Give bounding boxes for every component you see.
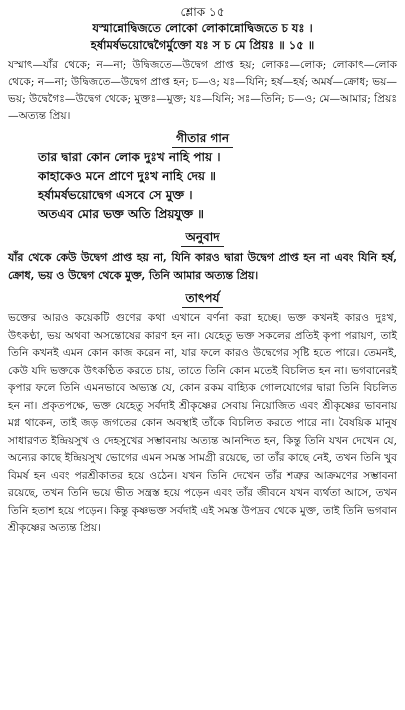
purport-text: ভক্তের আরও কয়েকটি গুণের কথা এখানে বর্ণনা করা হচ্ছে। ভক্ত কখনই কারও দুঃখ, উৎকণ্ঠা, ভয় অথবা অসন্তোষের কারণ হন না। যেহেতু ভক্ত সকলের প্রতিই কৃপা পরায়ণ, তাই তিনি কখনই এমন কোন কাজ করেন না, যার ফলে কারও উদ্বেগের সৃষ্টি হতে পারে। তেমনই, কেউ যদি ভক্তকে উৎকণ্ঠিত করতে চায়, তাতে তিনি কোন মতেই বিচলিত হন না। ভগবানেরই কৃপার ফলে তিনি এমনভাবে অভ্যস্ত যে, কোন রকম বাহ্যিক গোলযোগের দ্বারা তিনি বিচলিত হন না। প্রকৃতপক্ষে, ভক্ত যেহেতু সর্বদাই শ্রীকৃষ্ণের সেবায় নিয়োজিত এবং শ্রীকৃষ্ণের ভাবনায় মগ্ন থাকেন, তাই জড় জগতের কোন অবস্থাই তাঁকে বিচলিত করতে পারে না। বৈষয়িক মানুষ সাধারণত ইন্দ্রিয়সুখ ও দেহসুখের সম্ভাবনায় অত্যন্ত আনন্দিত হন, কিন্তু তিনি যখন দেখেন যে, অন্যের কাছে ইন্দ্রিয়সুখ ভোগের এমন সমস্ত সামগ্রী রয়েছে, তা তাঁর কাছে নেই, তখন তিনি খুব বিমর্ষ হন এবং পরশ্রীকাতর হয়ে ওঠেন। যখন তিনি দেখেন তাঁর শত্রুর আক্রমণের সম্ভাবনা রয়েছে, তখন তিনি ভয়ে ভীত সন্ত্রস্ত হয়ে পড়েন এবং তাঁর জীবনে যখন ব্যর্থতা আসে, তখন তিনি হতাশ হয়ে পড়েন। কিন্তু কৃষ্ণভক্ত সর্বদাই এই সমস্ত উপদ্রব থেকে মুক্ত, তাই তিনি ভগবান শ্রীকৃষ্ণের অত্যন্ত প্রিয়। [8,312,397,534]
song-line-1: তার দ্বারা কোন লোক দুঃখ নাহি পায় । [38,150,221,164]
translation-text: যাঁর থেকে কেউ উদ্বেগ প্রাপ্ত হয় না, যিনি কারও দ্বারা উদ্বেগ প্রাপ্ত হন না এবং যিনি হর্ষ, ক্রোধ, ভয় ও উদ্বেগ থেকে মুক্ত, তিনি আমার অত্যন্ত প্রিয়। [8,251,397,282]
sanskrit-line-1: যস্মান্নোদ্বিজতে লোকো লোকান্নোদ্বিজতে চ যঃ । [92,21,313,35]
song-line-3: হর্ষামর্ষভয়োদ্বেগ এসবে সে মুক্ত । [38,188,193,202]
song-line-4: অতএব মোর ভক্ত অতি প্রিয়যুক্ত ॥ [38,207,204,221]
purport-heading: তাৎপর্য [8,289,397,308]
word-for-word: যস্মাৎ—যাঁর থেকে; ন—না; উদ্বিজতে—উদ্বেগ প্রাপ্ত হয়; লোকঃ—লোক; লোকাৎ—লোক থেকে; ন—না; উদ্বিজতে—উদ্বেগ প্রাপ্ত হন; চ—ও; যঃ—যিনি; হর্ষ—হর্ষ; অমর্ষ—ক্রোধ; ভয়—ভয়; উদ্বেগৈঃ—উদ্বেগ থেকে; মুক্তঃ—মুক্ত; যঃ—যিনি; সঃ—তিনি; চ—ও; মে—আমার; প্রিয়ঃ—অত্যন্ত প্রিয়। [8,59,397,122]
sanskrit-line-2: হর্ষামর্ষভয়োদ্বেগৈর্মুক্তো যঃ স চ মে প্রিয়ঃ ॥ ১৫ ॥ [90,38,315,52]
song-line-2: কাহাকেও মনে প্রাণে দুঃখ নাহি দেয় ॥ [38,169,216,183]
song-heading: গীতার গান [8,129,397,148]
translation-heading: অনুবাদ [8,228,397,247]
verse-title: শ্লোক ১৫ [180,5,225,19]
